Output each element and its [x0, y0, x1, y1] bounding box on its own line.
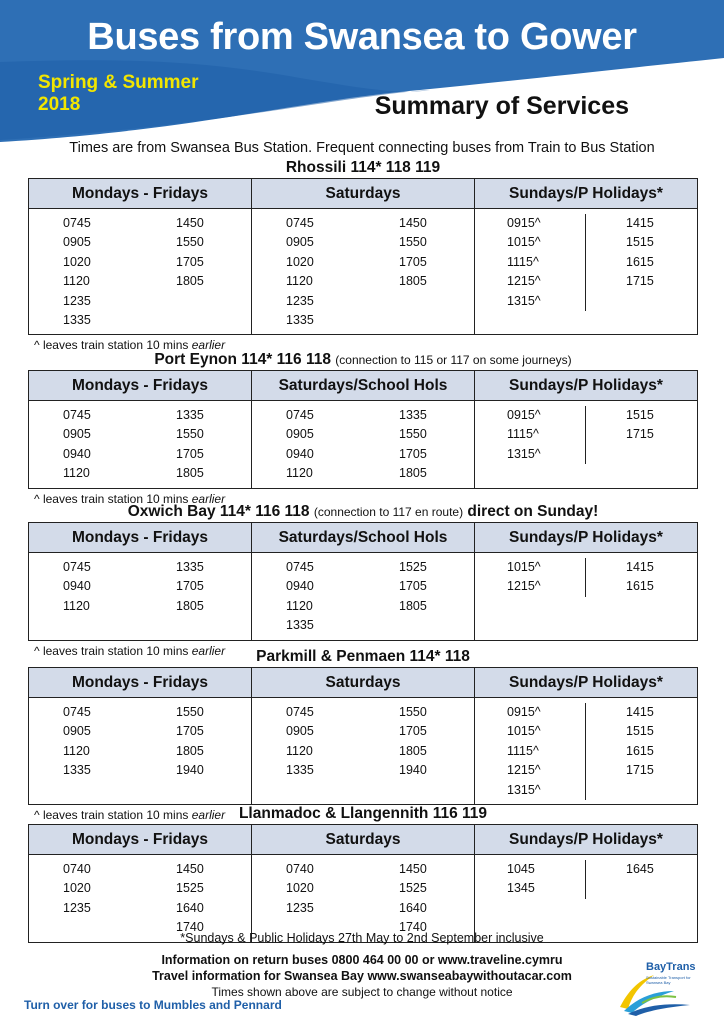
- departure-time: 1705: [176, 446, 204, 461]
- departure-time: 1805: [399, 598, 427, 613]
- times-column: [29, 860, 140, 938]
- departure-time: 1515: [626, 724, 654, 739]
- departure-time: 1615: [626, 743, 654, 758]
- departure-time: 1335: [176, 560, 204, 574]
- departure-time: 1805: [399, 466, 427, 481]
- day-header: Sundays/P Holidays*: [475, 523, 698, 553]
- departure-time: 1615: [626, 579, 654, 594]
- times-column: [363, 214, 474, 330]
- footnote-emphasis: earlier: [191, 491, 226, 506]
- timetable: [28, 178, 698, 335]
- departure-time: 1115^: [507, 743, 539, 758]
- times-column: [586, 558, 697, 597]
- departure-time: 0745: [286, 408, 314, 422]
- turn-over-note: Turn over for buses to Mumbles and Pennard: [24, 998, 282, 1012]
- departure-time: 1705: [399, 446, 427, 461]
- departure-time: 1705: [176, 254, 204, 269]
- departure-time: 1805: [399, 274, 427, 289]
- times-column: [475, 703, 586, 800]
- season-line-2: 2018: [38, 94, 81, 115]
- day-header: Mondays - Fridays: [29, 825, 252, 855]
- departure-time: 1450: [176, 216, 204, 230]
- route-name: Oxwich Bay 114* 116 118: [127, 503, 310, 520]
- weekday-times-cell: [29, 401, 252, 489]
- departure-time: 1715: [626, 763, 654, 778]
- departure-time: 1615: [626, 254, 654, 269]
- departure-time: 1705: [399, 254, 427, 269]
- footnote-text: ^ leaves train station 10 mins: [34, 643, 189, 658]
- route-name: Port Eynon 114* 116 118: [154, 351, 331, 368]
- times-column: [252, 703, 363, 781]
- departure-time: 1805: [176, 466, 204, 481]
- footnote-emphasis: earlier: [191, 807, 226, 822]
- weekday-times-cell: [29, 553, 252, 641]
- timetable: [28, 824, 698, 943]
- day-header: Saturdays: [252, 668, 475, 698]
- departure-time: 1415: [626, 705, 654, 719]
- times-column: [475, 558, 586, 597]
- footnote-text: ^ leaves train station 10 mins: [34, 491, 189, 506]
- route-name: Rhossili 114* 118 119: [285, 159, 441, 176]
- departure-time: 1805: [176, 598, 204, 613]
- saturday-times-cell: [252, 855, 475, 943]
- holiday-note: *Sundays & Public Holidays 27th May to 2nd September inclusive: [180, 931, 544, 945]
- departure-time: 1740: [176, 920, 204, 935]
- departure-time: 1120: [63, 743, 90, 758]
- departure-time: 1335: [63, 763, 91, 778]
- logo-tagline: Sustainable Transport for Swansea Bay: [646, 975, 691, 985]
- departure-time: 1515: [626, 408, 654, 422]
- departure-time: 1640: [399, 900, 427, 915]
- departure-time: 1715: [626, 427, 654, 442]
- departure-time: 1115^: [507, 427, 539, 442]
- departure-time: 1550: [176, 235, 204, 250]
- departure-time: 0905: [63, 427, 91, 442]
- section-2: [28, 350, 698, 506]
- departure-time: 1335: [286, 763, 314, 778]
- weekday-times-cell: [29, 855, 252, 943]
- departure-time: 1740: [399, 920, 427, 935]
- times-column: [475, 406, 586, 464]
- route-note: (connection to 115 or 117 on some journeys): [335, 353, 572, 367]
- season-line-1: Spring & Summer: [38, 72, 199, 93]
- departure-time: 1415: [626, 560, 654, 574]
- departure-time: 1335: [286, 618, 314, 633]
- departure-time: 0745: [286, 705, 314, 719]
- departure-time: 0745: [63, 216, 91, 230]
- times-column: [475, 214, 586, 311]
- times-column: [363, 703, 474, 781]
- times-column: [363, 860, 474, 938]
- departure-time: 1235: [286, 900, 314, 915]
- page-header: [0, 0, 724, 150]
- section-5: [28, 804, 698, 943]
- sunday-times-cell: [475, 209, 698, 335]
- departure-time: 1335: [63, 312, 91, 327]
- departure-time: 0940: [63, 579, 91, 594]
- times-column: [586, 214, 697, 311]
- saturday-times-cell: [252, 698, 475, 805]
- departure-time: 1120: [286, 743, 313, 758]
- sunday-times-cell: [475, 401, 698, 489]
- departure-time: 1120: [63, 274, 90, 289]
- info-return-buses: Information on return buses 0800 464 00 00 or www.traveline.cymru: [161, 953, 563, 967]
- times-column: [363, 406, 474, 484]
- timetable: [28, 522, 698, 641]
- weekday-times-cell: [29, 698, 252, 805]
- departure-time: 0940: [286, 579, 314, 594]
- intro-text: Times are from Swansea Bus Station. Frequent connecting buses from Train to Bus Station: [69, 140, 655, 156]
- times-column: [140, 406, 251, 484]
- departure-time: 0905: [286, 427, 314, 442]
- departure-time: 1015^: [507, 235, 541, 250]
- departure-time: 1550: [399, 705, 427, 719]
- sunday-times-cell: [475, 553, 698, 641]
- times-column: [252, 406, 363, 484]
- section-title: [28, 158, 698, 178]
- day-header: Mondays - Fridays: [29, 668, 252, 698]
- departure-time: 1345: [507, 881, 535, 896]
- departure-time: 1120: [286, 274, 313, 289]
- departure-time: 1215^: [507, 763, 541, 778]
- departure-time: 1015^: [507, 560, 541, 574]
- day-header: Saturdays/School Hols: [252, 371, 475, 401]
- day-header: Mondays - Fridays: [29, 523, 252, 553]
- times-column: [140, 214, 251, 330]
- route-name: Parkmill & Penmaen 114* 118: [256, 648, 470, 665]
- footnote-emphasis: earlier: [191, 643, 226, 658]
- departure-time: 1550: [399, 427, 427, 442]
- departure-time: 0745: [286, 560, 314, 574]
- departure-time: 1705: [399, 724, 427, 739]
- footnote-emphasis: earlier: [191, 338, 226, 353]
- times-column: [252, 860, 363, 938]
- section-title: [28, 350, 698, 370]
- departure-time: 0745: [63, 705, 91, 719]
- departure-time: 1020: [286, 254, 314, 269]
- departure-time: 1550: [176, 427, 204, 442]
- departure-time: 1045: [507, 862, 535, 876]
- departure-time: 1315^: [507, 446, 541, 461]
- departure-time: 1645: [626, 862, 654, 876]
- times-column: [363, 558, 474, 636]
- departure-time: 1525: [399, 560, 427, 574]
- departure-time: 1940: [399, 763, 427, 778]
- times-column: [29, 406, 140, 484]
- departure-time: 1020: [63, 254, 91, 269]
- disclaimer: Times shown above are subject to change without notice: [211, 985, 513, 999]
- day-header: Mondays - Fridays: [29, 179, 252, 209]
- weekday-times-cell: [29, 209, 252, 335]
- departure-time: 0745: [63, 560, 91, 574]
- departure-time: 1705: [176, 579, 204, 594]
- day-header: Sundays/P Holidays*: [475, 371, 698, 401]
- departure-time: 1020: [63, 881, 91, 896]
- departure-time: 0905: [63, 235, 91, 250]
- departure-time: 1235: [286, 293, 314, 308]
- departure-time: 1120: [63, 466, 90, 481]
- departure-time: 1550: [176, 705, 204, 719]
- departure-time: 1525: [399, 881, 427, 896]
- departure-time: 1705: [399, 579, 427, 594]
- departure-time: 0915^: [507, 705, 541, 719]
- sunday-times-cell: [475, 698, 698, 805]
- departure-time: 1715: [626, 274, 654, 289]
- section-title: [28, 804, 698, 824]
- footnote-text: ^ leaves train station 10 mins: [34, 807, 189, 822]
- departure-time: 1215^: [507, 274, 541, 289]
- times-column: [252, 558, 363, 636]
- timetable: [28, 667, 698, 805]
- section-title: [28, 502, 698, 522]
- departure-time: 1640: [176, 900, 204, 915]
- route-note: (connection to 117 en route): [313, 505, 464, 519]
- departure-time: 1335: [399, 408, 427, 422]
- departure-time: 1235: [63, 900, 91, 915]
- departure-time: 1805: [176, 274, 204, 289]
- day-header: Saturdays: [252, 825, 475, 855]
- departure-time: 0905: [63, 724, 91, 739]
- footnote-text: ^ leaves train station 10 mins: [34, 338, 189, 353]
- departure-time: 0740: [286, 862, 314, 876]
- departure-time: 0740: [63, 862, 91, 876]
- day-header: Saturdays: [252, 179, 475, 209]
- day-header: Mondays - Fridays: [29, 371, 252, 401]
- departure-time: 1315^: [507, 782, 541, 797]
- departure-time: 1315^: [507, 293, 541, 308]
- times-column: [29, 703, 140, 781]
- sunday-times-cell: [475, 855, 698, 943]
- route-name: Llanmadoc & Llangennith 116 119: [238, 805, 488, 822]
- departure-time: 1015^: [507, 724, 541, 739]
- times-column: [29, 214, 140, 330]
- departure-time: 1525: [176, 881, 204, 896]
- times-column: [586, 703, 697, 800]
- departure-time: 1450: [399, 216, 427, 230]
- departure-time: 1450: [399, 862, 427, 876]
- day-header: Sundays/P Holidays*: [475, 825, 698, 855]
- section-3: [28, 502, 698, 658]
- departure-time: 1515: [626, 235, 654, 250]
- departure-time: 1335: [286, 312, 314, 327]
- departure-time: 1215^: [507, 579, 541, 594]
- day-header: Sundays/P Holidays*: [475, 179, 698, 209]
- departure-time: 1115^: [507, 254, 539, 269]
- times-column: [140, 558, 251, 616]
- route-emphasis: direct on Sunday!: [467, 503, 599, 520]
- times-column: [475, 860, 586, 899]
- times-column: [29, 558, 140, 616]
- day-header: Sundays/P Holidays*: [475, 668, 698, 698]
- departure-time: 0915^: [507, 408, 541, 422]
- departure-time: 1120: [286, 466, 313, 481]
- times-column: [140, 860, 251, 938]
- departure-time: 1235: [63, 293, 91, 308]
- departure-time: 1805: [399, 743, 427, 758]
- departure-time: 0745: [63, 408, 91, 422]
- departure-time: 0940: [63, 446, 91, 461]
- saturday-times-cell: [252, 553, 475, 641]
- section-title: [28, 647, 698, 667]
- timetable: [28, 370, 698, 489]
- departure-time: 0745: [286, 216, 314, 230]
- departure-time: 1020: [286, 881, 314, 896]
- departure-time: 1550: [399, 235, 427, 250]
- departure-time: 1415: [626, 216, 654, 230]
- departure-time: 0940: [286, 446, 314, 461]
- info-travel-swansea: Travel information for Swansea Bay www.swanseabaywithoutacar.com: [152, 969, 572, 983]
- times-column: [252, 214, 363, 330]
- saturday-times-cell: [252, 209, 475, 335]
- departure-time: 1450: [176, 862, 204, 876]
- page-title: Buses from Swansea to Gower: [87, 16, 637, 58]
- logo-name: BayTrans: [646, 961, 696, 973]
- times-column: [586, 860, 697, 899]
- departure-time: 1120: [286, 598, 313, 613]
- times-column: [140, 703, 251, 781]
- departure-time: 1705: [176, 724, 204, 739]
- departure-time: 1940: [176, 763, 204, 778]
- departure-time: 1120: [63, 598, 90, 613]
- section-1: [28, 158, 698, 352]
- season-label: [38, 72, 198, 116]
- day-header: Saturdays/School Hols: [252, 523, 475, 553]
- departure-time: 1335: [176, 408, 204, 422]
- section-4: [28, 647, 698, 822]
- saturday-times-cell: [252, 401, 475, 489]
- departure-time: 0905: [286, 235, 314, 250]
- summary-heading: Summary of Services: [374, 92, 629, 120]
- departure-time: 0905: [286, 724, 314, 739]
- departure-time: 0915^: [507, 216, 541, 230]
- times-column: [586, 406, 697, 464]
- departure-time: 1805: [176, 743, 204, 758]
